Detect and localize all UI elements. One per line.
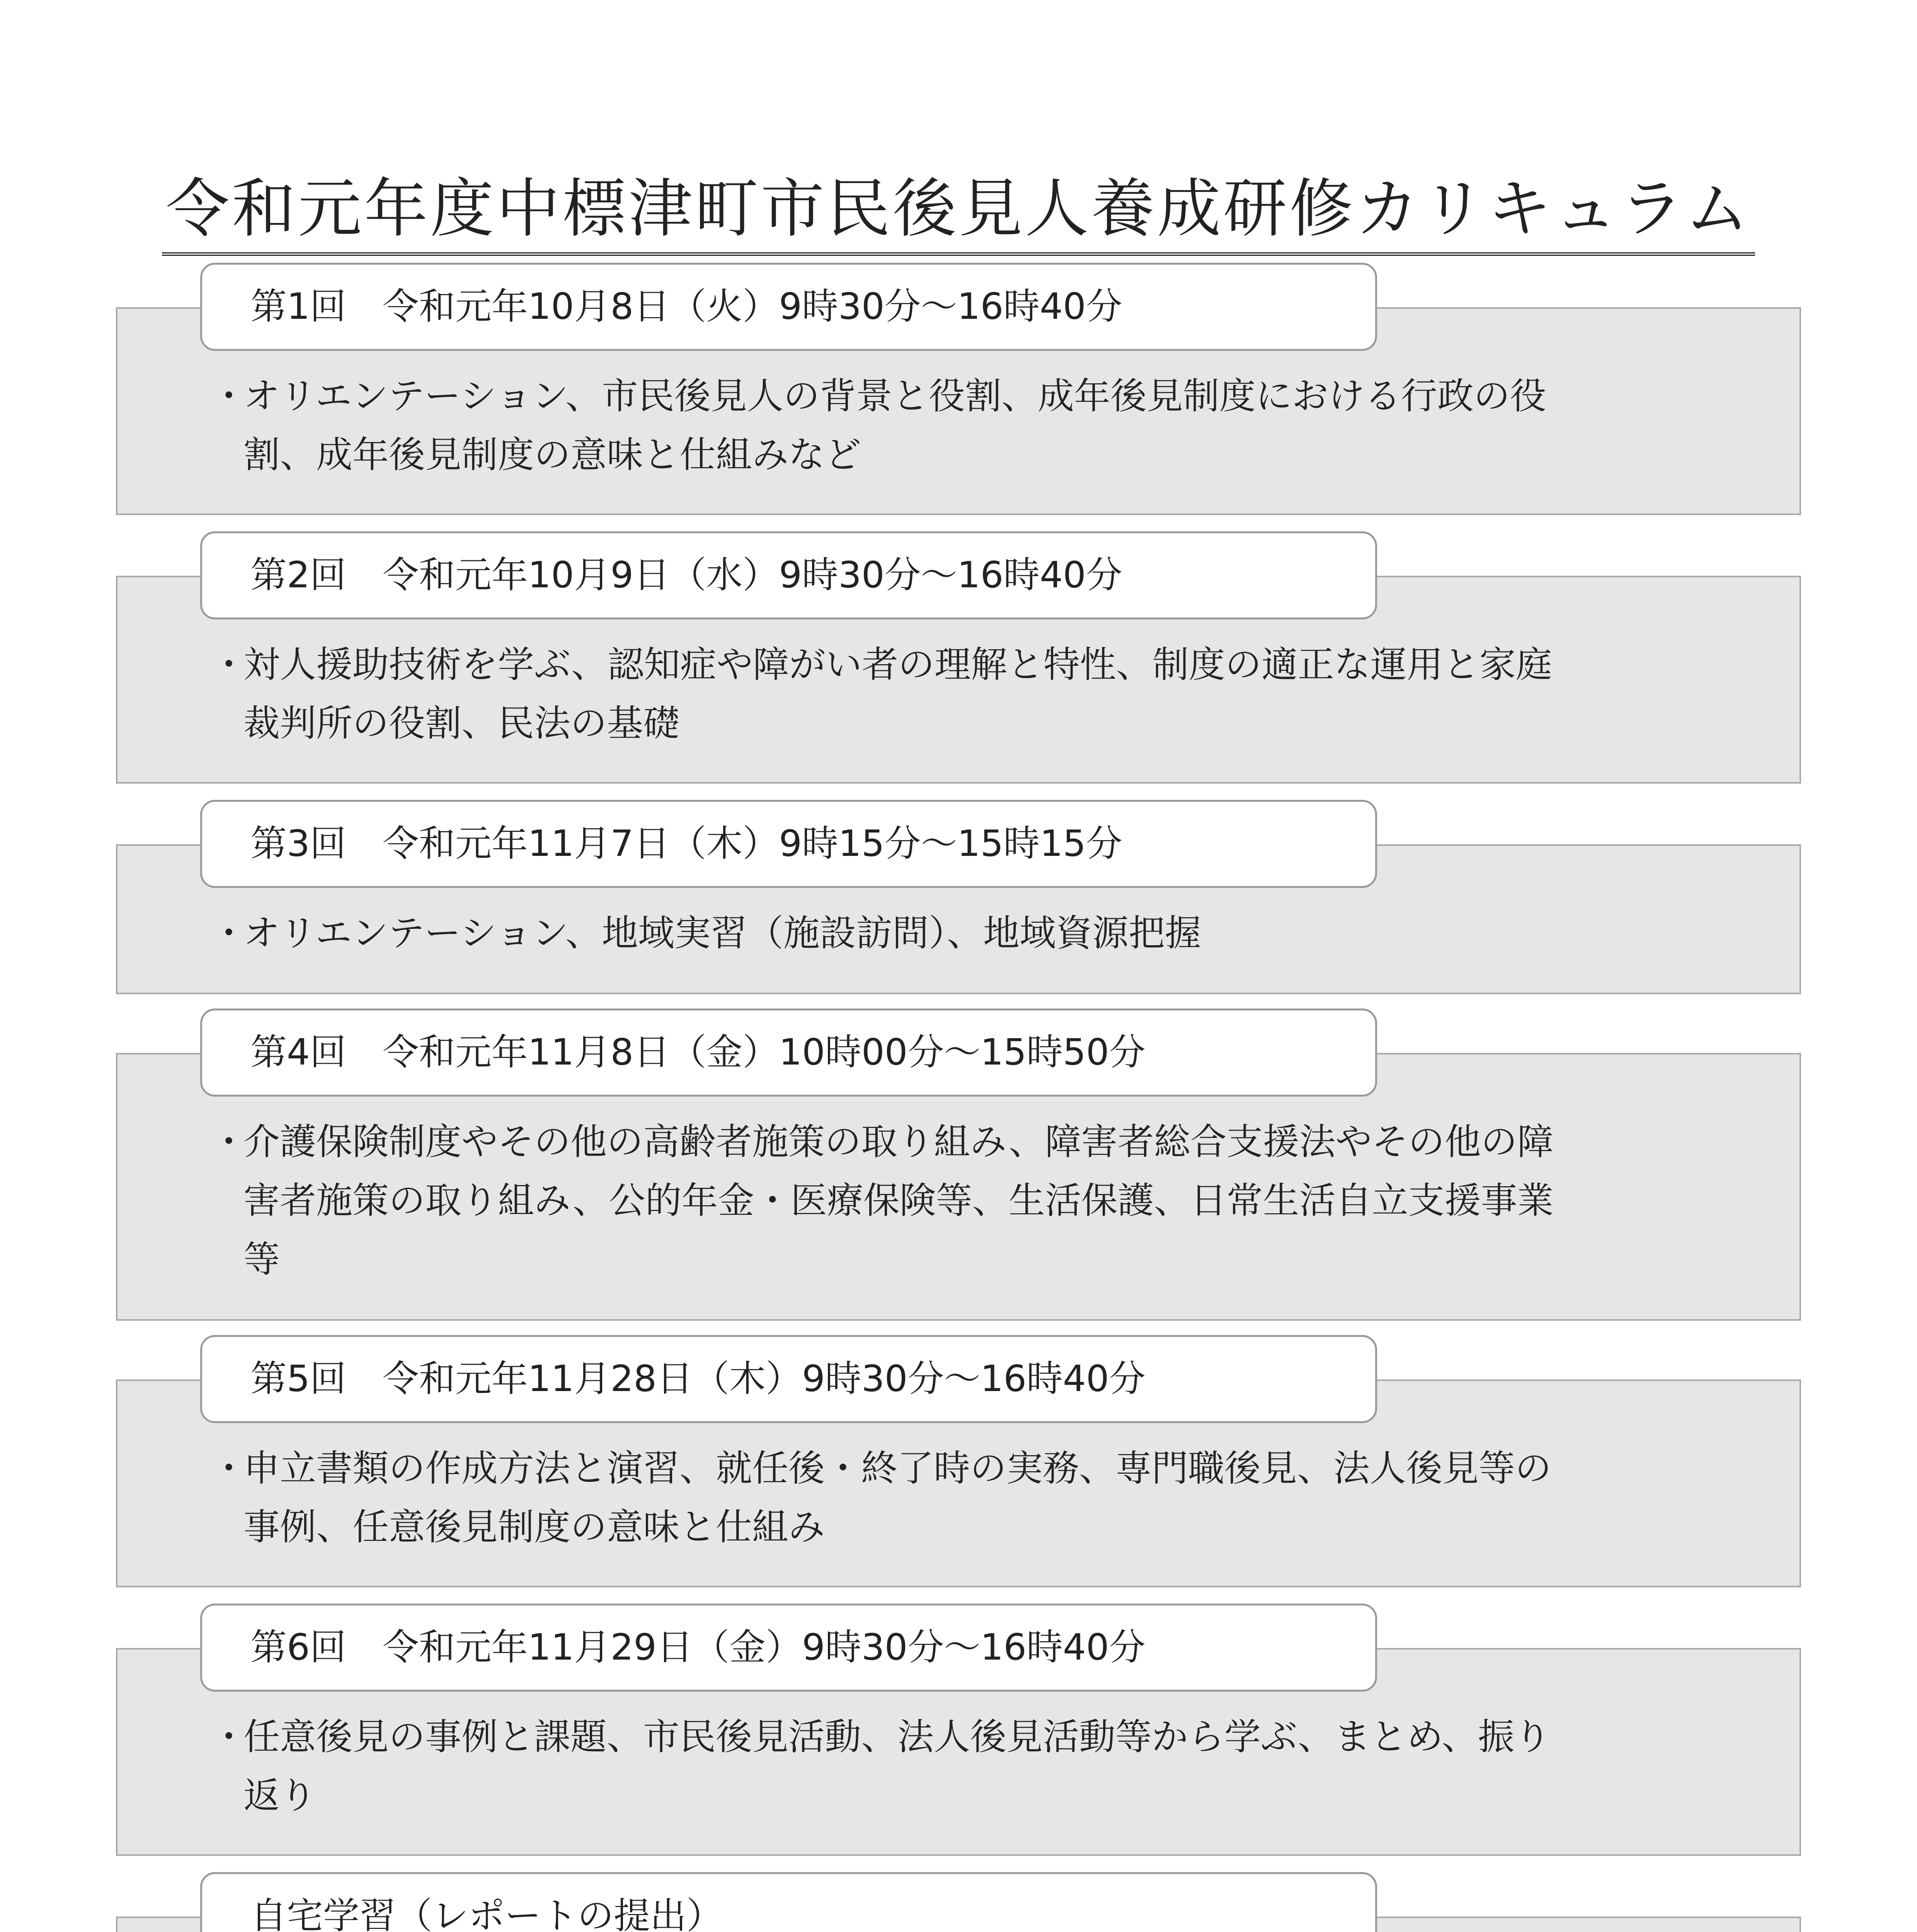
content-line: 事例、任意後見制度の意味と仕組み xyxy=(243,1506,825,1548)
content-line: オリエンテーション、市民後見人の背景と役割、成年後見制度における行政の役 xyxy=(243,375,1546,417)
content-line: 割、成年後見制度の意味と仕組みなど xyxy=(243,434,861,476)
session-content xyxy=(211,1708,1770,1825)
content-line: 申立書類の作成方法と演習、就任後・終了時の実務、専門職後見、法人後見等の xyxy=(243,1447,1552,1490)
bullet: ・ xyxy=(211,644,247,686)
session-heading: 第6回 令和元年11月29日（金）9時30分～16時40分 xyxy=(200,1604,1377,1692)
session-content xyxy=(211,904,1770,963)
bullet: ・ xyxy=(211,375,247,417)
content-line: オリエンテーション、地域実習（施設訪問）、地域資源把握 xyxy=(243,912,1201,954)
session-heading: 第1回 令和元年10月8日（火）9時30分～16時40分 xyxy=(200,263,1377,351)
session-heading: 自宅学習（レポートの提出） xyxy=(200,1872,1377,1932)
content-line: 任意後見の事例と課題、市民後見活動、法人後見活動等から学ぶ、まとめ、振り xyxy=(243,1716,1551,1758)
content-line: 裁判所の役割、民法の基礎 xyxy=(243,702,680,745)
session-heading: 第4回 令和元年11月8日（金）10時00分～15時50分 xyxy=(200,1009,1377,1097)
bullet: ・ xyxy=(211,1121,247,1163)
session-content xyxy=(211,636,1770,753)
content-line: 等 xyxy=(243,1238,280,1281)
session-heading: 第2回 令和元年10月9日（水）9時30分～16時40分 xyxy=(200,531,1377,619)
content-line: 介護保険制度やその他の高齢者施策の取り組み、障害者総合支援法やその他の障 xyxy=(243,1121,1554,1163)
content-line: 対人援助技術を学ぶ、認知症や障がい者の理解と特性、制度の適正な運用と家庭 xyxy=(243,644,1552,686)
session-content xyxy=(211,1113,1770,1289)
session-content xyxy=(211,1439,1770,1557)
content-line: 害者施策の取り組み、公的年金・医療保険等、生活保護、日常生活自立支援事業 xyxy=(243,1180,1554,1222)
content-line: 返り xyxy=(243,1775,317,1817)
session-content xyxy=(211,367,1770,485)
bullet: ・ xyxy=(211,1447,247,1490)
session-heading: 第3回 令和元年11月7日（木）9時15分～15時15分 xyxy=(200,800,1377,888)
session-heading: 第5回 令和元年11月28日（木）9時30分～16時40分 xyxy=(200,1335,1377,1423)
page-title: 令和元年度中標津町市民後見人養成研修カリキュラム xyxy=(162,170,1755,256)
bullet: ・ xyxy=(211,1716,247,1758)
bullet: ・ xyxy=(211,912,247,954)
